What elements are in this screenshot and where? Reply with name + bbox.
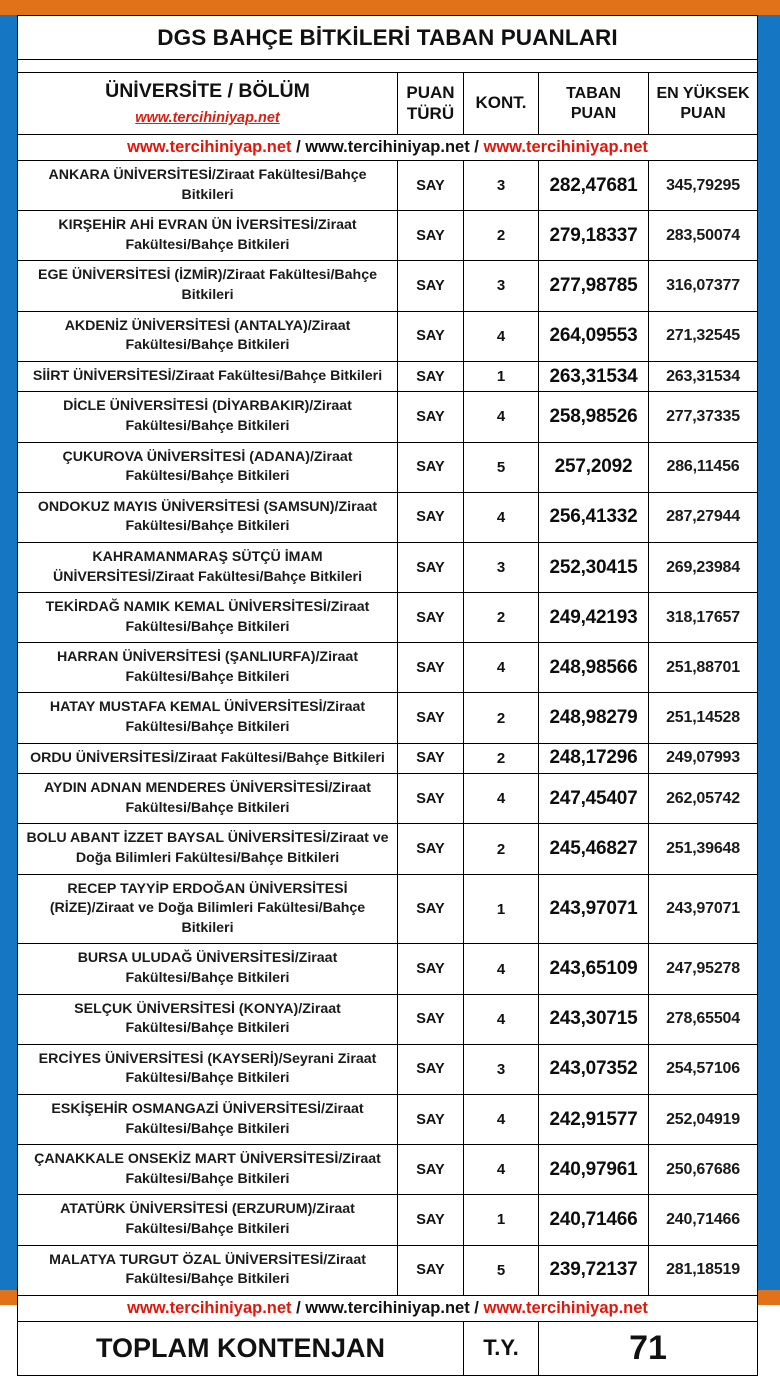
en-yuksek-line1: EN YÜKSEK <box>656 84 750 102</box>
puan-turu-line1: PUAN <box>406 82 455 102</box>
cell-en-yuksek-puan: 262,05742 <box>649 774 758 824</box>
table-row[interactable] <box>18 693 758 743</box>
cell-taban-puan: 248,98279 <box>539 693 649 743</box>
cell-taban-puan: 248,17296 <box>539 743 649 774</box>
cell-kontenjan: 4 <box>464 994 539 1044</box>
cell-puan-turu: SAY <box>398 743 464 774</box>
cell-puan-turu: SAY <box>398 693 464 743</box>
table-row[interactable] <box>18 874 758 944</box>
cell-taban-puan: 277,98785 <box>539 261 649 311</box>
table-sheet <box>17 15 757 1367</box>
column-header-kontenjan: KONT. <box>464 73 539 135</box>
cell-taban-puan: 245,46827 <box>539 824 649 874</box>
promo-banner <box>18 1295 758 1321</box>
cell-kontenjan: 2 <box>464 211 539 261</box>
cell-en-yuksek-puan: 345,79295 <box>649 161 758 211</box>
cell-university: AKDENİZ ÜNİVERSİTESİ (ANTALYA)/Ziraat Fakültesi/Bahçe Bitkileri <box>18 311 398 361</box>
en-yuksek-line2: PUAN <box>680 104 726 122</box>
cell-en-yuksek-puan: 251,88701 <box>649 643 758 693</box>
cell-university: ERCİYES ÜNİVERSİTESİ (KAYSERİ)/Seyrani Ziraat Fakültesi/Bahçe Bitkileri <box>18 1044 398 1094</box>
cell-puan-turu: SAY <box>398 392 464 442</box>
cell-puan-turu: SAY <box>398 774 464 824</box>
column-header-university <box>18 73 398 135</box>
cell-university: MALATYA TURGUT ÖZAL ÜNİVERSİTESİ/Ziraat Fakültesi/Bahçe Bitkileri <box>18 1245 398 1295</box>
cell-taban-puan: 264,09553 <box>539 311 649 361</box>
title-row <box>18 16 758 60</box>
promo-banner <box>18 135 758 161</box>
cell-university: ESKİŞEHİR OSMANGAZİ ÜNİVERSİTESİ/Ziraat Fakültesi/Bahçe Bitkileri <box>18 1094 398 1144</box>
cell-puan-turu: SAY <box>398 824 464 874</box>
cell-university: HARRAN ÜNİVERSİTESİ (ŞANLIURFA)/Ziraat Fakültesi/Bahçe Bitkileri <box>18 643 398 693</box>
cell-en-yuksek-puan: 243,97071 <box>649 874 758 944</box>
total-label: TOPLAM KONTENJAN <box>18 1321 464 1375</box>
table-row[interactable] <box>18 1044 758 1094</box>
cell-puan-turu: SAY <box>398 874 464 944</box>
total-value: 71 <box>539 1321 758 1375</box>
cell-taban-puan: 263,31534 <box>539 361 649 392</box>
cell-kontenjan: 1 <box>464 1195 539 1245</box>
cell-university: TEKİRDAĞ NAMIK KEMAL ÜNİVERSİTESİ/Ziraat Fakültesi/Bahçe Bitkileri <box>18 593 398 643</box>
cell-university: HATAY MUSTAFA KEMAL ÜNİVERSİTESİ/Ziraat Fakültesi/Bahçe Bitkileri <box>18 693 398 743</box>
cell-taban-puan: 243,97071 <box>539 874 649 944</box>
total-ty-badge: T.Y. <box>464 1321 539 1375</box>
cell-en-yuksek-puan: 278,65504 <box>649 994 758 1044</box>
cell-university: RECEP TAYYİP ERDOĞAN ÜNİVERSİTESİ (RİZE)/Ziraat ve Doğa Bilimleri Fakültesi/Bahçe Bitkileri <box>18 874 398 944</box>
cell-taban-puan: 240,71466 <box>539 1195 649 1245</box>
table-row[interactable] <box>18 1094 758 1144</box>
table-row[interactable] <box>18 774 758 824</box>
promo-link[interactable]: www.tercihiniyap.net <box>127 1298 292 1317</box>
cell-puan-turu: SAY <box>398 161 464 211</box>
table-row[interactable] <box>18 1145 758 1195</box>
cell-kontenjan: 4 <box>464 1094 539 1144</box>
cell-puan-turu: SAY <box>398 994 464 1044</box>
cell-university: KIRŞEHİR AHİ EVRAN ÜN İVERSİTESİ/Ziraat Fakültesi/Bahçe Bitkileri <box>18 211 398 261</box>
promo-separator: / <box>291 1298 306 1317</box>
cell-puan-turu: SAY <box>398 643 464 693</box>
cell-puan-turu: SAY <box>398 1145 464 1195</box>
cell-kontenjan: 3 <box>464 1044 539 1094</box>
cell-kontenjan: 5 <box>464 1245 539 1295</box>
table-row[interactable] <box>18 944 758 994</box>
cell-taban-puan: 243,30715 <box>539 994 649 1044</box>
cell-kontenjan: 2 <box>464 593 539 643</box>
cell-taban-puan: 282,47681 <box>539 161 649 211</box>
taban-line1: TABAN <box>566 84 621 102</box>
table-row[interactable] <box>18 1195 758 1245</box>
cell-kontenjan: 4 <box>464 944 539 994</box>
taban-line2: PUAN <box>570 104 617 122</box>
cell-en-yuksek-puan: 287,27944 <box>649 492 758 542</box>
cell-university: ATATÜRK ÜNİVERSİTESİ (ERZURUM)/Ziraat Fakültesi/Bahçe Bitkileri <box>18 1195 398 1245</box>
promo-link[interactable]: www.tercihiniyap.net <box>305 1298 470 1317</box>
cell-taban-puan: 258,98526 <box>539 392 649 442</box>
cell-puan-turu: SAY <box>398 1195 464 1245</box>
cell-en-yuksek-puan: 281,18519 <box>649 1245 758 1295</box>
accent-band-row <box>18 60 758 73</box>
cell-en-yuksek-puan: 249,07993 <box>649 743 758 774</box>
table-row[interactable] <box>18 824 758 874</box>
cell-en-yuksek-puan: 251,14528 <box>649 693 758 743</box>
cell-taban-puan: 242,91577 <box>539 1094 649 1144</box>
cell-taban-puan: 239,72137 <box>539 1245 649 1295</box>
cell-taban-puan: 243,65109 <box>539 944 649 994</box>
promo-link[interactable]: www.tercihiniyap.net <box>305 138 470 156</box>
cell-university: SELÇUK ÜNİVERSİTESİ (KONYA)/Ziraat Fakültesi/Bahçe Bitkileri <box>18 994 398 1044</box>
column-header-en-yuksek-puan <box>649 73 758 135</box>
cell-en-yuksek-puan: 277,37335 <box>649 392 758 442</box>
column-header-taban-puan <box>539 73 649 135</box>
cell-en-yuksek-puan: 286,11456 <box>649 442 758 492</box>
cell-taban-puan: 248,98566 <box>539 643 649 693</box>
table-row[interactable] <box>18 994 758 1044</box>
cell-taban-puan: 240,97961 <box>539 1145 649 1195</box>
table-row[interactable] <box>18 211 758 261</box>
cell-en-yuksek-puan: 283,50074 <box>649 211 758 261</box>
cell-puan-turu: SAY <box>398 1094 464 1144</box>
cell-puan-turu: SAY <box>398 261 464 311</box>
cell-kontenjan: 4 <box>464 392 539 442</box>
cell-kontenjan: 3 <box>464 542 539 592</box>
total-row <box>18 1321 758 1375</box>
promo-row-top <box>18 135 758 161</box>
cell-kontenjan: 4 <box>464 774 539 824</box>
table-row[interactable] <box>18 492 758 542</box>
cell-en-yuksek-puan: 316,07377 <box>649 261 758 311</box>
promo-row-bottom <box>18 1295 758 1321</box>
cell-en-yuksek-puan: 247,95278 <box>649 944 758 994</box>
table-row[interactable] <box>18 442 758 492</box>
page-title: DGS BAHÇE BİTKİLERİ TABAN PUANLARI <box>18 16 758 60</box>
cell-puan-turu: SAY <box>398 593 464 643</box>
cell-kontenjan: 2 <box>464 743 539 774</box>
cell-en-yuksek-puan: 271,32545 <box>649 311 758 361</box>
cell-university: ORDU ÜNİVERSİTESİ/Ziraat Fakültesi/Bahçe Bitkileri <box>18 743 398 774</box>
cell-university: EGE ÜNİVERSİTESİ (İZMİR)/Ziraat Fakültesi/Bahçe Bitkileri <box>18 261 398 311</box>
promo-link[interactable]: www.tercihiniyap.net <box>483 138 648 156</box>
cell-university: ONDOKUZ MAYIS ÜNİVERSİTESİ (SAMSUN)/Ziraat Fakültesi/Bahçe Bitkileri <box>18 492 398 542</box>
cell-en-yuksek-puan: 269,23984 <box>649 542 758 592</box>
cell-kontenjan: 4 <box>464 492 539 542</box>
table-row[interactable] <box>18 593 758 643</box>
cell-en-yuksek-puan: 252,04919 <box>649 1094 758 1144</box>
accent-band <box>18 60 758 73</box>
cell-taban-puan: 243,07352 <box>539 1044 649 1094</box>
column-header-puan-turu <box>398 73 464 135</box>
cell-kontenjan: 5 <box>464 442 539 492</box>
cell-taban-puan: 279,18337 <box>539 211 649 261</box>
cell-en-yuksek-puan: 254,57106 <box>649 1044 758 1094</box>
column-header-row <box>18 73 758 135</box>
cell-puan-turu: SAY <box>398 1245 464 1295</box>
column-header-university-label: ÜNİVERSİTE / BÖLÜM <box>105 79 310 102</box>
cell-kontenjan: 2 <box>464 824 539 874</box>
cell-kontenjan: 2 <box>464 693 539 743</box>
puan-turu-line2: TÜRÜ <box>406 103 455 123</box>
cell-university: ÇUKUROVA ÜNİVERSİTESİ (ADANA)/Ziraat Fakültesi/Bahçe Bitkileri <box>18 442 398 492</box>
cell-kontenjan: 1 <box>464 874 539 944</box>
cell-en-yuksek-puan: 250,67686 <box>649 1145 758 1195</box>
cell-puan-turu: SAY <box>398 442 464 492</box>
cell-university: ANKARA ÜNİVERSİTESİ/Ziraat Fakültesi/Bahçe Bitkileri <box>18 161 398 211</box>
cell-puan-turu: SAY <box>398 361 464 392</box>
cell-university: KAHRAMANMARAŞ SÜTÇÜ İMAM ÜNİVERSİTESİ/Ziraat Fakültesi/Bahçe Bitkileri <box>18 542 398 592</box>
cell-en-yuksek-puan: 318,17657 <box>649 593 758 643</box>
cell-en-yuksek-puan: 240,71466 <box>649 1195 758 1245</box>
promo-link[interactable]: www.tercihiniyap.net <box>483 1298 648 1317</box>
cell-puan-turu: SAY <box>398 944 464 994</box>
table-row[interactable] <box>18 311 758 361</box>
cell-puan-turu: SAY <box>398 211 464 261</box>
cell-puan-turu: SAY <box>398 542 464 592</box>
top-orange-strip <box>0 0 780 15</box>
cell-puan-turu: SAY <box>398 311 464 361</box>
promo-separator: / <box>469 138 484 156</box>
cell-university: ÇANAKKALE ONSEKİZ MART ÜNİVERSİTESİ/Ziraat Fakültesi/Bahçe Bitkileri <box>18 1145 398 1195</box>
cell-taban-puan: 252,30415 <box>539 542 649 592</box>
table-row[interactable] <box>18 542 758 592</box>
cell-university: SİİRT ÜNİVERSİTESİ/Ziraat Fakültesi/Bahçe Bitkileri <box>18 361 398 392</box>
table-row[interactable] <box>18 743 758 774</box>
cell-kontenjan: 4 <box>464 1145 539 1195</box>
table-row[interactable] <box>18 161 758 211</box>
cell-puan-turu: SAY <box>398 492 464 542</box>
promo-separator: / <box>469 1298 484 1317</box>
cell-taban-puan: 257,2092 <box>539 442 649 492</box>
cell-taban-puan: 247,45407 <box>539 774 649 824</box>
cell-kontenjan: 4 <box>464 643 539 693</box>
table-row[interactable] <box>18 643 758 693</box>
header-site-link[interactable]: www.tercihiniyap.net <box>135 109 280 126</box>
cell-en-yuksek-puan: 251,39648 <box>649 824 758 874</box>
table-row[interactable] <box>18 392 758 442</box>
scores-table <box>17 15 758 1376</box>
promo-separator: / <box>291 138 306 156</box>
cell-kontenjan: 3 <box>464 161 539 211</box>
promo-link[interactable]: www.tercihiniyap.net <box>127 138 292 156</box>
cell-university: BOLU ABANT İZZET BAYSAL ÜNİVERSİTESİ/Ziraat ve Doğa Bilimleri Fakültesi/Bahçe Bitkileri <box>18 824 398 874</box>
cell-kontenjan: 1 <box>464 361 539 392</box>
table-row[interactable] <box>18 1245 758 1295</box>
cell-university: DİCLE ÜNİVERSİTESİ (DİYARBAKIR)/Ziraat Fakültesi/Bahçe Bitkileri <box>18 392 398 442</box>
cell-taban-puan: 249,42193 <box>539 593 649 643</box>
cell-kontenjan: 4 <box>464 311 539 361</box>
cell-en-yuksek-puan: 263,31534 <box>649 361 758 392</box>
table-row[interactable] <box>18 361 758 392</box>
cell-university: AYDIN ADNAN MENDERES ÜNİVERSİTESİ/Ziraat Fakültesi/Bahçe Bitkileri <box>18 774 398 824</box>
cell-kontenjan: 3 <box>464 261 539 311</box>
cell-puan-turu: SAY <box>398 1044 464 1094</box>
table-row[interactable] <box>18 261 758 311</box>
cell-taban-puan: 256,41332 <box>539 492 649 542</box>
cell-university: BURSA ULUDAĞ ÜNİVERSİTESİ/Ziraat Fakültesi/Bahçe Bitkileri <box>18 944 398 994</box>
